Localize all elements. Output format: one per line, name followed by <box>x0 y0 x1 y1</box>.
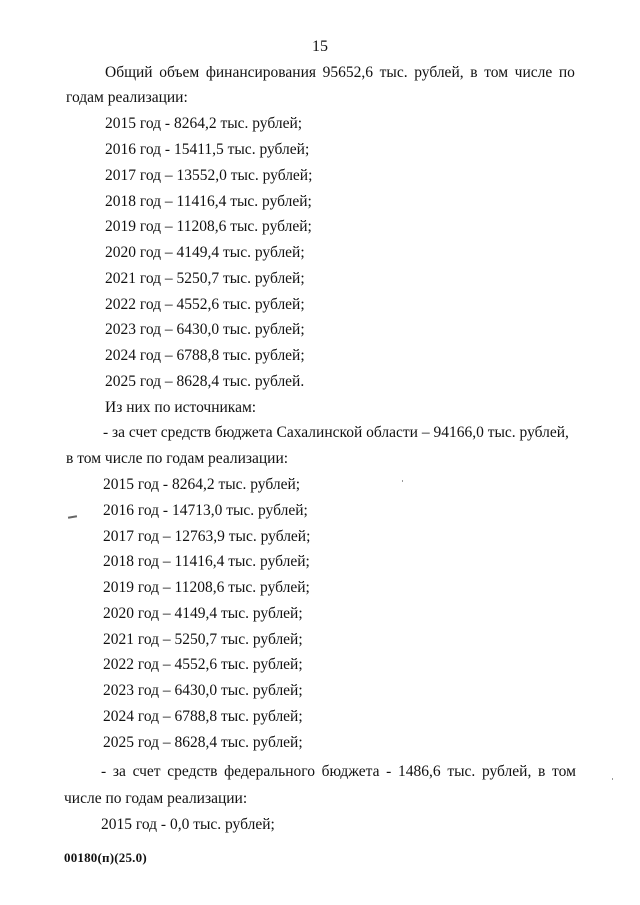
regional-year-2021: 2021 год – 5250,7 тыс. рублей; <box>103 631 303 648</box>
total-year-2021: 2021 год – 5250,7 тыс. рублей; <box>105 270 305 287</box>
federal-budget-text-1-word: тыс. <box>447 763 476 780</box>
intro-text-1-word: по <box>558 64 575 81</box>
total-year-2020: 2020 год – 4149,4 тыс. рублей; <box>105 244 305 261</box>
total-year-2024: 2024 год – 6788,8 тыс. рублей; <box>105 347 305 364</box>
total-year-2025: 2025 год – 8628,4 тыс. рублей. <box>105 373 305 390</box>
total-year-2016: 2016 год - 15411,5 тыс. рублей; <box>105 141 310 158</box>
intro-text-1-word: 95652,6 <box>322 64 374 81</box>
regional-year-2019: 2019 год – 11208,6 тыс. рублей; <box>103 579 310 596</box>
total-year-2017: 2017 год – 13552,0 тыс. рублей; <box>105 167 313 184</box>
federal-budget-text-1-word: бюджета <box>321 763 380 780</box>
total-year-2022: 2022 год – 4552,6 тыс. рублей; <box>105 296 305 313</box>
federal-budget-line-2: числе по годам реализации: <box>64 790 248 807</box>
total-year-2015: 2015 год - 8264,2 тыс. рублей; <box>105 115 303 132</box>
regional-year-2017: 2017 год – 12763,9 тыс. рублей; <box>103 528 311 545</box>
regional-year-2023: 2023 год – 6430,0 тыс. рублей; <box>103 682 303 699</box>
regional-year-2025: 2025 год – 8628,4 тыс. рублей; <box>103 734 303 751</box>
total-year-2019: 2019 год – 11208,6 тыс. рублей; <box>105 218 312 235</box>
intro-text-1-word: рублей, <box>414 64 464 81</box>
intro-line-2: годам реализации: <box>66 89 188 106</box>
federal-budget-text-1-word: федерального <box>224 763 315 780</box>
regional-year-2022: 2022 год – 4552,6 тыс. рублей; <box>103 656 303 673</box>
federal-budget-text-1-word: том <box>552 763 576 780</box>
federal-budget-text-1-word: - <box>386 763 392 780</box>
intro-text-1-word: том <box>484 64 509 81</box>
intro-text-1-word: в <box>470 64 478 81</box>
federal-budget-text-1-word: за <box>112 763 126 780</box>
regional-budget-line-1: - за счет средств бюджета Сахалинской области – 94166,0 тыс. рублей, <box>103 424 569 441</box>
federal-budget-text-1-word: - <box>101 763 107 780</box>
scan-artifact-mark <box>68 515 77 519</box>
federal-year-2015: 2015 год - 0,0 тыс. рублей; <box>101 816 275 833</box>
federal-budget-text-1-word: 1486,6 <box>398 763 441 780</box>
intro-line-1 <box>105 64 575 82</box>
federal-budget-text-1-word: счет <box>132 763 161 780</box>
intro-text-1-word: финансирования <box>205 64 317 81</box>
total-year-2023: 2023 год – 6430,0 тыс. рублей; <box>105 321 305 338</box>
intro-text-1-word: тыс. <box>379 64 408 81</box>
intro-text-1-word: числе <box>514 64 553 81</box>
page-number: 15 <box>312 38 328 55</box>
federal-budget-text-1-word: рублей, <box>481 763 532 780</box>
intro-text-1-word: объем <box>159 64 200 81</box>
regional-budget-line-2: в том числе по годам реализации: <box>66 450 289 467</box>
sources-heading: Из них по источникам: <box>105 399 257 416</box>
regional-year-2024: 2024 год – 6788,8 тыс. рублей; <box>103 708 303 725</box>
scan-artifact-dot <box>612 778 613 780</box>
regional-year-2015: 2015 год - 8264,2 тыс. рублей; <box>103 476 301 493</box>
scan-artifact-dot <box>402 480 403 482</box>
federal-budget-text-1-word: средств <box>167 763 218 780</box>
regional-year-2016: 2016 год - 14713,0 тыс. рублей; <box>103 502 308 519</box>
intro-text-1-word: Общий <box>105 64 153 81</box>
regional-year-2018: 2018 год – 11416,4 тыс. рублей; <box>103 553 310 570</box>
total-year-2018: 2018 год – 11416,4 тыс. рублей; <box>105 193 312 210</box>
federal-budget-line-1 <box>101 763 576 781</box>
document-code: 00180(п)(25.0) <box>64 850 147 865</box>
federal-budget-text-1-word: в <box>538 763 546 780</box>
regional-year-2020: 2020 год – 4149,4 тыс. рублей; <box>103 605 303 622</box>
